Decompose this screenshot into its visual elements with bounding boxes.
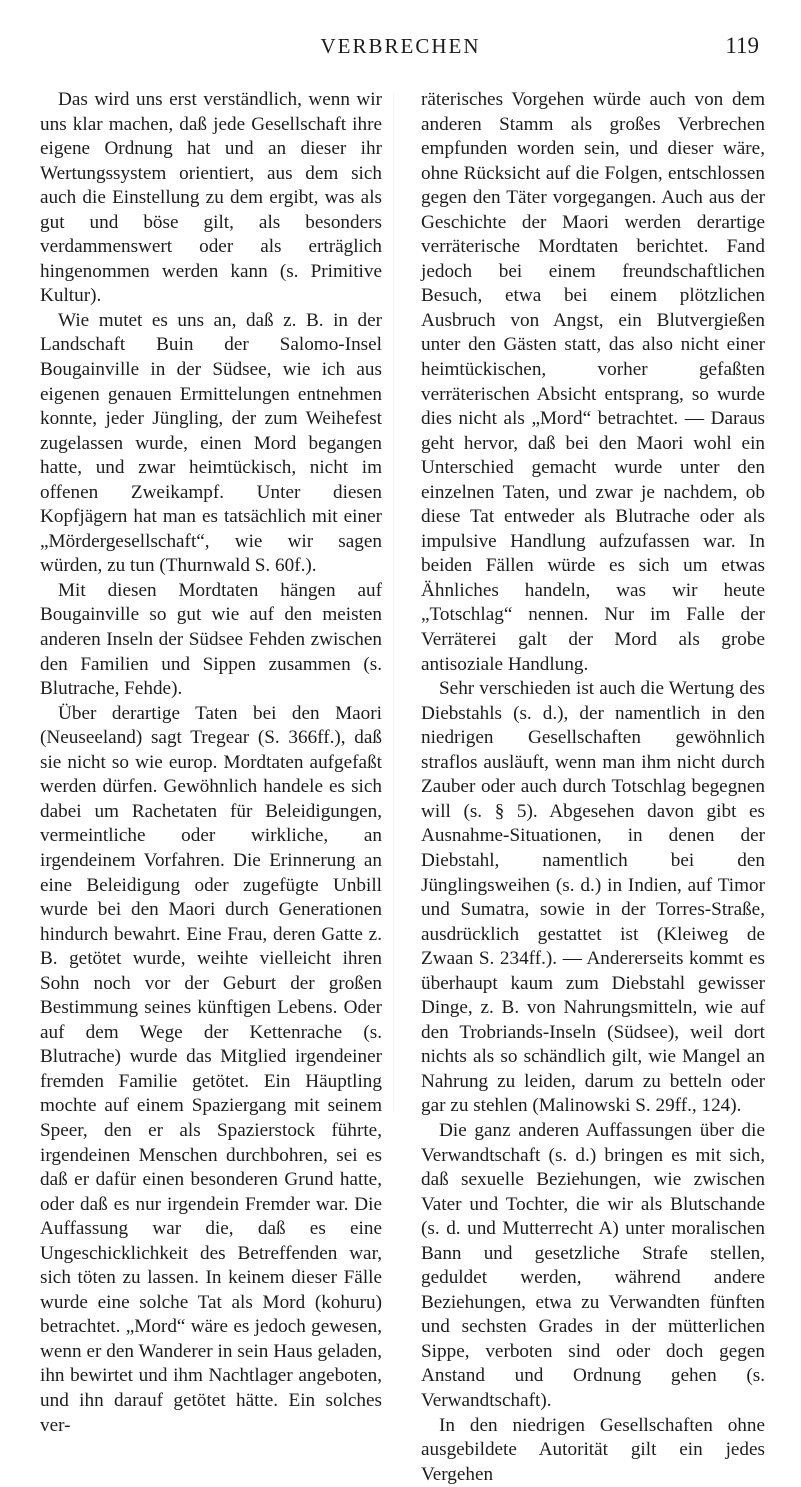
paragraph: Das wird uns erst verständlich, wenn wir uns klar machen, daß jede Gesellschaft ihre eigene Ordnung hat und an dieser ihr Wertungssystem orientiert, aus dem sich auch die Einstellung zu dem ergibt, was als gut und böse gilt, als besonders verdammenswert oder als erträglich hingenommen werden kann (s. Primitive Kultur).: [40, 89, 382, 307]
paragraph: Wie mutet es uns an, daß z. B. in der Landschaft Buin der Salomo-Insel Bougainville in der Südsee, wie ich aus eigenen genauen Ermittelungen entnehmen konnte, jeder Jüngling, der zum Weihefest zugelassen wurde, einen Mord begangen hatte, und zwar heimtückisch, nicht im offenen Zweikampf. Unter diesen Kopfjägern hat man es tatsächlich mit einer „Mördergesellschaft“, wie wir sagen würden, zu tun (Thurnwald S. 60f.).: [40, 309, 382, 577]
paragraph: In den niedrigen Gesellschaften ohne ausgebildete Autorität gilt ein jedes Vergehen: [421, 1414, 765, 1485]
paragraph: räterisches Vorgehen würde auch von dem anderen Stamm als großes Verbrechen empfunden worden sein, und dieser wäre, ohne Rücksicht auf die Folgen, entschlossen gegen den Täter vorgegangen. Auch aus der Geschichte der Maori werden derartige verräterische Mordtaten berichtet. Fand jedoch bei einem freundschaftlichen Besuch, etwa bei einem plötzlichen Ausbruch von Angst, ein Blutvergießen unter den Gästen statt, das also nicht einer heimtückischen, vorher gefaßten verräterischen Absicht entsprang, so wurde dies nicht als „Mord“ betrachtet. — Daraus geht hervor, daß bei den Maori wohl ein Unterschied gemacht wurde unter den einzelnen Taten, und zwar je nachdem, ob diese Tat entweder als Blutrache oder als impulsive Handlung aufzufassen war. In beiden Fällen würde es sich um etwas Ähnliches handeln, was wir heute „Totschlag“ nennen. Nur im Falle der Verräterei galt der Mord als grobe antisoziale Handlung.: [421, 89, 765, 675]
paragraph: Über derartige Taten bei den Maori (Neuseeland) sagt Tregear (S. 366ff.), daß sie nicht so wie europ. Mordtaten aufgefaßt werden dürfen. Gewöhnlich handele es sich dabei um Rachetaten für Beleidigungen, vermeintliche oder wirkliche, an irgendeinem Vorfahren. Die Erinnerung an eine Beleidigung oder zugefügte Unbill wurde bei den Maori durch Generationen hindurch bewahrt. Eine Frau, deren Gatte z. B. getötet wurde, weihte vielleicht ihren Sohn noch vor der Geburt der großen Bestimmung seines künftigen Lebens. Oder auf dem Wege der Kettenrache (s. Blutrache) wurde das Mitglied irgendeiner fremden Familie getötet. Ein Häuptling mochte auf einem Spaziergang mit seinem Speer, den er als Spazierstock führte, irgendeinen Menschen durchbohren, sei es daß er dafür einen besonderen Grund hatte, oder daß es nur irgendein Fremder war. Die Auffassung war die, daß es eine Ungeschicklichkeit des Betreffenden war, sich töten zu lassen. In keinem dieser Fälle wurde eine solche Tat als Mord (kohuru) betrachtet. „Mord“ wäre es jedoch gewesen, wenn er den Wanderer in sein Haus geladen, ihn bewirtet und ihm Nachtlager angeboten, und ihn darauf getötet hätte. Ein solches ver-: [40, 702, 382, 1436]
paragraph: Sehr verschieden ist auch die Wertung des Diebstahls (s. d.), der namentlich in den niedrigen Gesellschaften gewöhnlich straflos ausläuft, wenn man ihm nicht durch Zauber oder auch durch Totschlag begegnen will (s. § 5). Abgesehen davon gibt es Ausnahme-Situationen, in denen der Diebstahl, namentlich bei den Jünglingsweihen (s. d.) in Indien, auf Timor und Sumatra, sowie in der Torres-Straße, ausdrücklich gestattet ist (Kleiweg de Zwaan S. 234ff.). — Andererseits kommt es überhaupt kaum zum Diebstahl gewisser Dinge, z. B. von Nahrungsmitteln, wie auf den Trobriands-Inseln (Südsee), weil dort nichts als so schändlich gilt, wie Mangel an Nahrung zu leiden, darum zu betteln oder gar zu stehlen (Malinowski S. 29ff., 124).: [421, 678, 765, 1117]
column-divider: [393, 92, 394, 1112]
paragraph: Die ganz anderen Auffassungen über die Verwandtschaft (s. d.) bringen es mit sich, daß sexuelle Beziehungen, wie zwischen Vater und Tochter, die wir als Blutschande (s. d. und Mutterrecht A) unter moralischen Bann und gesetzliche Strafe stellen, geduldet werden, während andere Beziehungen, etwa zu Verwandten fünften und sechsten Grades in der mütterlichen Sippe, verboten sind oder doch gegen Anstand und Ordnung gehen (s. Verwandtschaft).: [421, 1119, 765, 1411]
page-number: 119: [725, 33, 759, 58]
running-head: VERBRECHEN: [320, 34, 481, 58]
left-column: [40, 88, 382, 1438]
right-column: [421, 88, 765, 1487]
paragraph: Mit diesen Mordtaten hängen auf Bougainville so gut wie auf den meisten anderen Inseln der Südsee Fehden zwischen den Familien und Sippen zusammen (s. Blutrache, Fehde).: [40, 579, 382, 700]
